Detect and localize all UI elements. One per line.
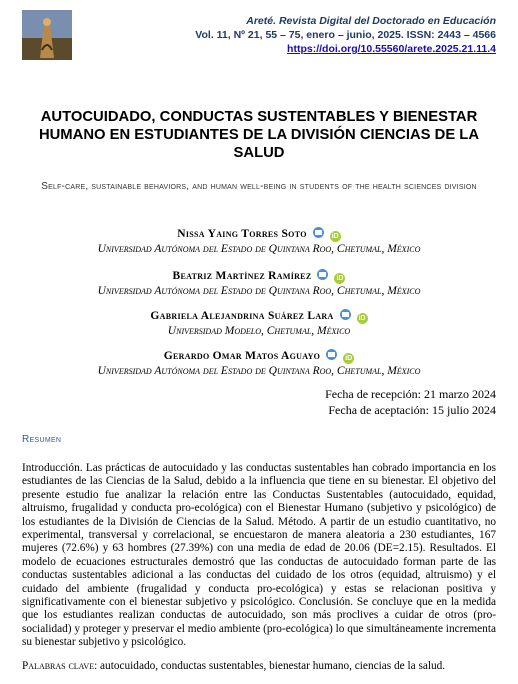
mail-icon[interactable] [340,309,351,320]
doi-link[interactable]: https://doi.org/10.55560/arete.2025.21.11.4 [287,43,496,55]
received-date: Fecha de recepción: 21 marzo 2024 [325,387,496,401]
article-title: AUTOCUIDADO, CONDUCTAS SUSTENTABLES Y BIENESTAR HUMANO EN ESTUDIANTES DE LA DIVISIÓN CIENCIAS DE LA SALUD [38,109,480,161]
accepted-date: Fecha de aceptación: 15 julio 2024 [328,403,496,417]
orcid-icon[interactable]: iD [358,315,366,322]
author-block [0,224,518,255]
author-name: Gabriela Alejandrina Suárez Lara [150,310,334,322]
orcid-icon[interactable]: iD [331,233,339,240]
orcid-icon[interactable]: iD [345,355,353,362]
author-block [0,266,518,297]
publication-dates [325,386,496,418]
abstract-text: Introducción. Las prácticas de autocuidado y las conductas sustentables han cobrado importancia en los estudiantes de las Ciencias de la Salud, debido a la influencia que tiene en su bienestar. El objetivo del presente estudio fue analizar la relación entre las Conductas Sustentables (autocuidado, equidad, altruismo, frugalidad y conducta pro-ecológica) con el Bienestar Humano (subjetivo y psicológico) de los estudiantes de la División de Ciencias de la Salud. Método. A partir de un estudio cuantitativo, no experimental, transversal y correlacional, se encuestaron de manera aleatoria a 230 estudiantes, 167 mujeres (72.6%) y 63 hombres (27.39%) con una media de edad de 20.06 (DE=2.15). Resultados. El modelo de ecuaciones estructurales demostró que las conductas de autocuidado forman parte de las conductas sustentables adicional a las conductas del cuidado de los otros (equidad, altruismo) y el cuidado del ambiente (frugalidad y conducta pro-ecológica) y estas se relacionan positiva y significativamente con el bienestar subjetivo y psicológico. Conclusión. Se concluye que en la medida que los estudiantes realizan conductas de autocuidado, son más proclives a cuidar de otros (pro-socialidad) y proteger y preservar el medio ambiente (pro-ecológica) lo que simultáneamente incrementa su bienestar subjetivo y psicológico. [22,462,496,649]
author-affiliation: Universidad Autónoma del Estado de Quintana Roo, Chetumal, México [97,365,421,377]
journal-name: Areté. Revista Digital del Doctorado en Educación [246,15,496,27]
author-affiliation: Universidad Modelo, Chetumal, México [167,325,351,337]
keywords-list: autocuidado, conductas sustentables, bienestar humano, ciencias de la salud. [100,660,446,672]
keywords [22,660,502,672]
author-name: Beatriz Martínez Ramírez [172,270,312,282]
journal-logo [22,10,72,60]
journal-header [96,14,496,56]
journal-issue: Vol. 11, Nº 21, 55 – 75, enero – junio, 2025. ISSN: 2443 – 4566 [195,29,496,41]
keywords-label: Palabras clave: [22,660,98,672]
author-name: Gerardo Omar Matos Aguayo [163,350,321,362]
author-affiliation: Universidad Autónoma del Estado de Quintana Roo, Chetumal, México [97,243,421,255]
abstract-heading: Resumen [22,434,62,445]
author-name: Nissa Yaing Torres Soto [177,228,307,240]
mail-icon[interactable] [326,349,337,360]
article-subtitle: Self-care, sustainable behaviors, and human well-being in students of the health sciences division [41,181,477,192]
author-affiliation: Universidad Autónoma del Estado de Quintana Roo, Chetumal, México [97,285,421,297]
author-block [0,306,518,337]
orcid-icon[interactable]: iD [336,275,344,282]
mail-icon[interactable] [313,227,324,238]
author-block [0,346,518,377]
mail-icon[interactable] [317,269,328,280]
